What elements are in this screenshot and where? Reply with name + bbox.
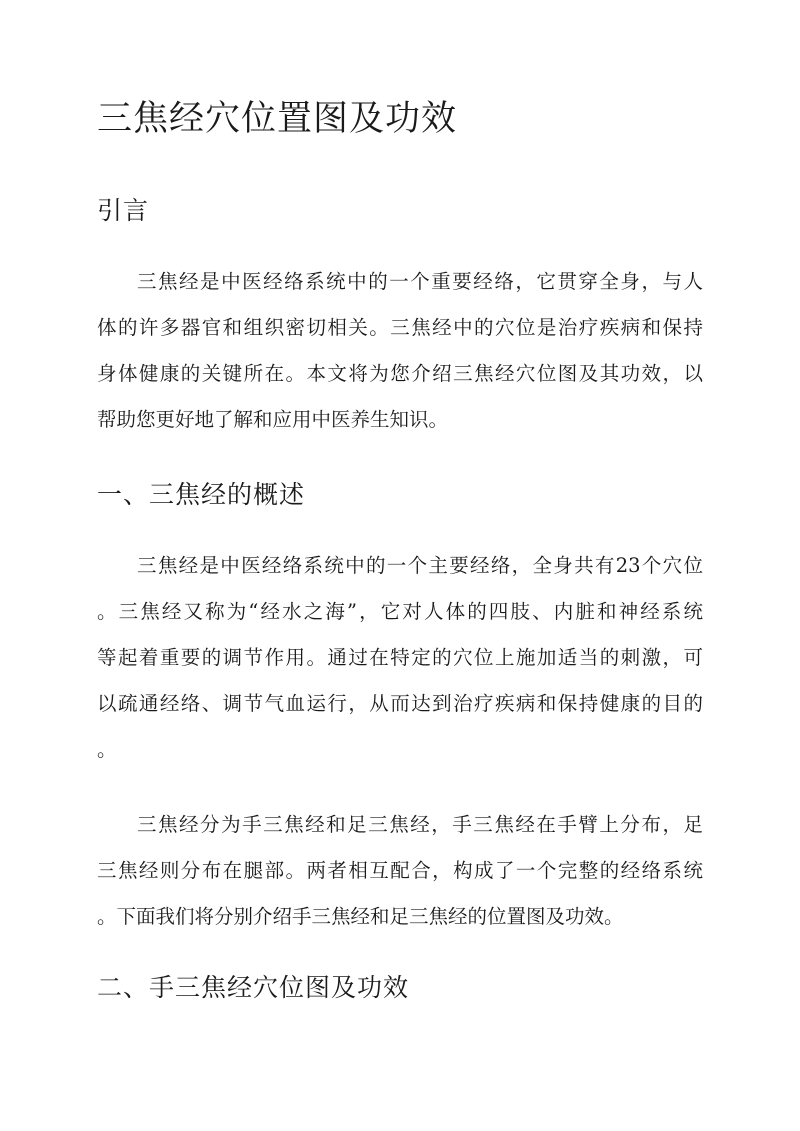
paragraph-line: 等起着重要的调节作用。通过在特定的穴位上施加适当的刺激，可 [97, 646, 703, 669]
paragraph-intro [97, 259, 703, 443]
paragraph-line: 。下面我们将分别介绍手三焦经和足三焦经的位置图及功效。 [97, 905, 624, 928]
section-heading-overview: 一、三焦经的概述 [97, 480, 306, 509]
section-heading-intro: 引言 [97, 196, 150, 225]
section-heading-hand-meridian: 二、手三焦经穴位图及功效 [97, 973, 410, 1002]
paragraph-line: 三焦经分为手三焦经和足三焦经，手三焦经在手臂上分布，足 [137, 813, 703, 836]
paragraph-line: 以疏通经络、调节气血运行，从而达到治疗疾病和保持健康的目的 [97, 692, 703, 715]
paragraph-line: 体的许多器官和组织密切相关。三焦经中的穴位是治疗疾病和保持 [97, 316, 703, 339]
paragraph-line: 三焦经则分布在腿部。两者相互配合，构成了一个完整的经络系统 [97, 859, 703, 882]
paragraph-line: 三焦经是中医经络系统中的一个重要经络，它贯穿全身，与人 [137, 270, 703, 293]
paragraph-line: 三焦经是中医经络系统中的一个主要经络，全身共有23个穴位 [137, 554, 703, 577]
document-title: 三焦经穴位置图及功效 [97, 99, 458, 139]
paragraph-line: 帮助您更好地了解和应用中医养生知识。 [97, 408, 449, 431]
paragraph-line: 。三焦经又称为“经水之海”，它对人体的四肢、内脏和神经系统 [97, 600, 703, 623]
paragraph-overview-2 [97, 802, 703, 940]
paragraph-line: 身体健康的关键所在。本文将为您介绍三焦经穴位图及其功效，以 [97, 362, 703, 385]
paragraph-overview-1 [97, 543, 703, 773]
paragraph-line: 。 [97, 738, 117, 761]
